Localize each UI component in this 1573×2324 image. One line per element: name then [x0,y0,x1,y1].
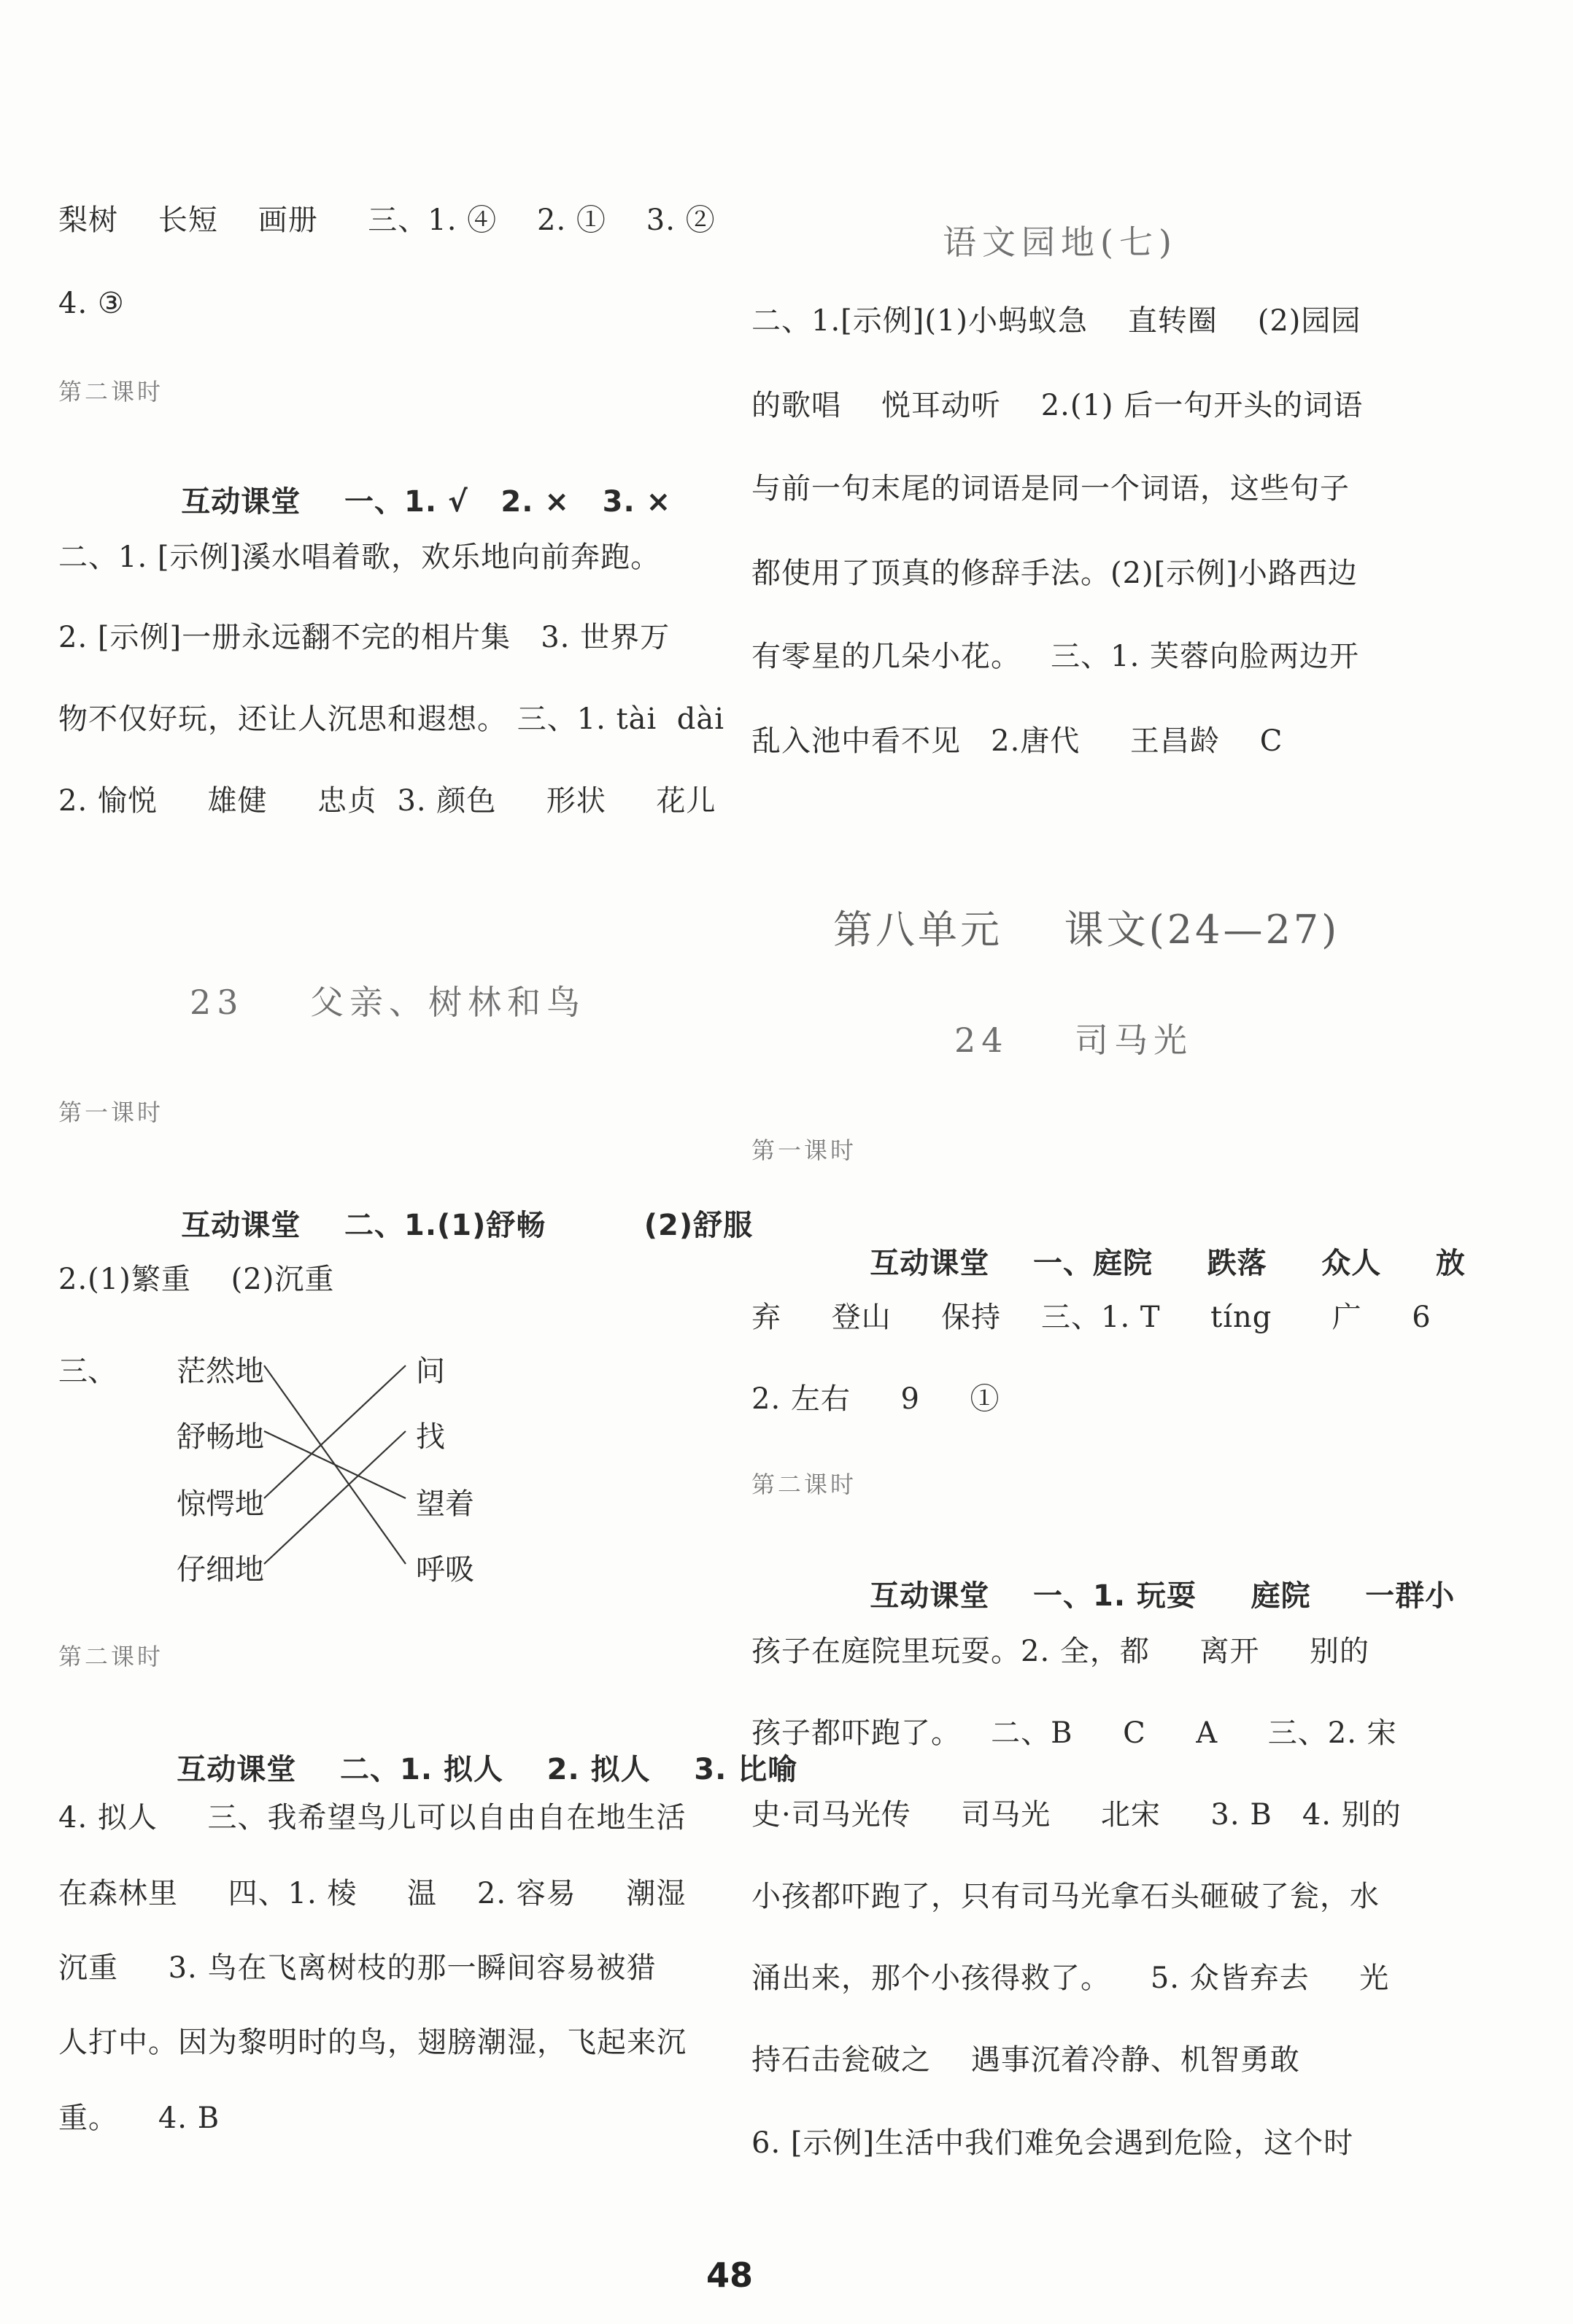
answer-line: 有零星的几朵小花。 三、1. 芙蓉向脸两边开 [751,640,1360,673]
answer-text: 互动课堂 一、庭院 跌落 众人 放 [870,1247,1466,1280]
answer-line: 2. 愉悦 雄健 忠贞 3. 颜色 形状 花儿 [58,784,716,818]
match-left-item: 舒畅地 [177,1420,264,1454]
answer-line: 二、1. [示例]溪水唱着歌，欢乐地向前奔跑。 [58,541,661,574]
answer-line: 持石击瓮破之 遇事沉着冷静、机智勇敢 [751,2043,1300,2077]
answer-line: 2. [示例]一册永远翻不完的相片集 3. 世界万 [58,621,670,654]
answer-line: 人打中。因为黎明时的鸟，翅膀潮湿，飞起来沉 [58,2026,687,2059]
answer-line: 弃 登山 保持 三、1. T tíng 广 6 [751,1301,1431,1334]
answer-line [751,1220,1466,1307]
answer-line: 沉重 3. 鸟在飞离树枝的那一瞬间容易被猎 [58,1951,657,1985]
answer-line: 都使用了顶真的修辞手法。(2)[示例]小路西边 [751,557,1358,590]
answer-line: 梨树 长短 画册 三、1. ④ 2. ① 3. ② [58,204,716,237]
match-line [264,1431,406,1564]
section-heading-yuwen: 语文园地(七) [943,222,1178,262]
lesson-heading-23: 23 父亲、树林和鸟 [190,983,587,1022]
answer-line [751,1552,1455,1640]
answer-line: 二、1.[示例](1)小蚂蚁急 直转圈 (2)园园 [751,304,1361,338]
match-right-item: 找 [416,1420,445,1454]
match-left-item: 茫然地 [177,1355,264,1388]
answer-line: 物不仅好玩，还让人沉思和遐想。 三、1. tài dài [58,702,724,736]
lesson-heading-24: 24 司马光 [954,1020,1194,1060]
answer-line: 6. [示例]生活中我们难免会遇到危险，这个时 [751,2126,1354,2160]
answer-text: 互动课堂 一、1. √ 2. × 3. × [181,485,672,519]
answer-text: 互动课堂 一、1. 玩耍 庭院 一群小 [870,1579,1456,1613]
answer-line: 涌出来，那个小孩得救了。 5. 众皆弃去 光 [751,1961,1390,1995]
match-line [264,1431,406,1498]
answer-line: 孩子在庭院里玩耍。2. 全，都 离开 别的 [751,1635,1370,1668]
answer-line: 4. ③ [58,287,125,320]
answer-line: 4. 拟人 三、我希望鸟儿可以自由自在地生活 [58,1801,687,1835]
answer-line: 乱入池中看不见 2.唐代 王昌龄 C [751,724,1283,758]
answer-line: 的歌唱 悦耳动听 2.(1) 后一句开头的词语 [751,389,1364,422]
match-left-item: 惊愕地 [177,1487,264,1521]
match-right-item: 问 [416,1355,445,1388]
page-number: 48 [706,2255,754,2295]
answer-line: 重。 4. B [58,2102,220,2135]
lesson-label: 第二课时 [751,1471,857,1498]
match-left-item: 仔细地 [177,1553,264,1587]
answer-line: 在森林里 四、1. 棱 温 2. 容易 潮湿 [58,1877,687,1910]
answer-text: 互动课堂 二、1. 拟人 2. 拟人 3. 比喻 [177,1753,798,1786]
answer-line: 与前一句末尾的词语是同一个词语，这些句子 [751,472,1350,506]
lesson-label: 第一课时 [751,1136,857,1164]
matching-lines [58,0,686,1678]
match-prefix: 三、 [58,1355,117,1388]
lesson-label: 第二课时 [58,1643,164,1670]
answer-line: 小孩都吓跑了，只有司马光拿石头砸破了瓮，水 [751,1880,1380,1913]
match-right-item: 呼吸 [416,1553,474,1587]
lesson-label: 第一课时 [58,1099,164,1126]
match-line [264,1366,406,1498]
lesson-label: 第二课时 [58,378,164,406]
answer-text: 互动课堂 二、1.(1)舒畅 (2)舒服 [181,1209,754,1242]
answer-line [58,1726,797,1813]
match-right-item: 望着 [416,1487,474,1521]
answer-line: 2.(1)繁重 (2)沉重 [58,1263,335,1296]
answer-line: 史·司马光传 司马光 北宋 3. B 4. 别的 [751,1798,1402,1832]
answer-line: 孩子都吓跑了。 二、B C A 三、2. 宋 [751,1716,1397,1750]
answer-line: 2. 左右 9 ① [751,1382,1000,1416]
unit-heading: 第八单元 课文(24—27) [833,907,1340,953]
